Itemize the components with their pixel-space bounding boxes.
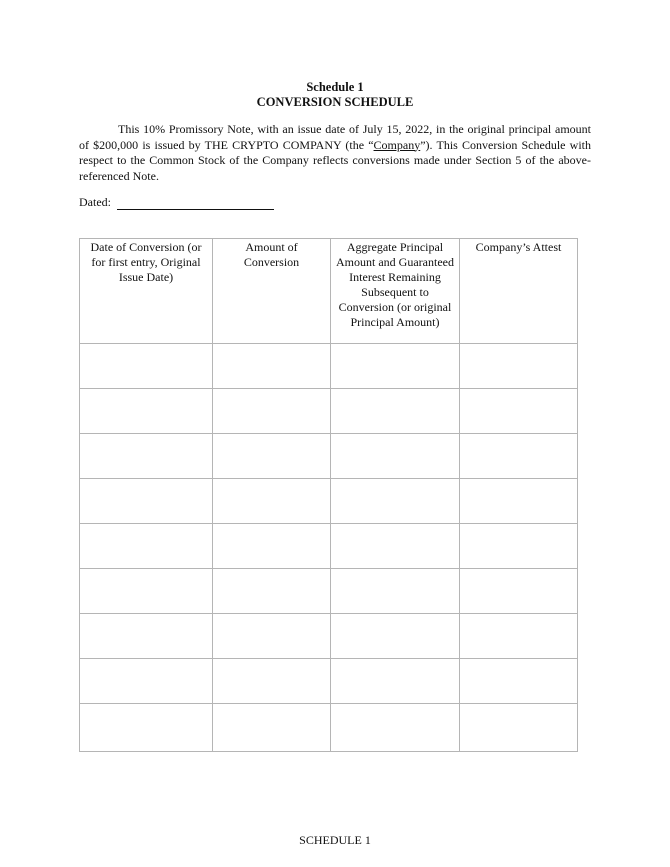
- header-company-attest: Company’s Attest: [460, 239, 578, 344]
- table-row: [80, 569, 578, 614]
- table-cell[interactable]: [460, 524, 578, 569]
- schedule-title: Schedule 1: [306, 80, 364, 94]
- table-cell[interactable]: [213, 524, 331, 569]
- header-date-of-conversion: Date of Conversion (or for first entry, Original Issue Date): [80, 239, 213, 344]
- table-cell[interactable]: [80, 614, 213, 659]
- table-cell[interactable]: [213, 659, 331, 704]
- table-cell[interactable]: [80, 704, 213, 752]
- dated-label: Dated:: [79, 195, 111, 209]
- table-cell[interactable]: [460, 569, 578, 614]
- table-cell[interactable]: [213, 614, 331, 659]
- conversion-schedule-table: [79, 238, 578, 752]
- table-cell[interactable]: [213, 704, 331, 752]
- table-cell[interactable]: [331, 344, 460, 389]
- table-cell[interactable]: [80, 569, 213, 614]
- table-cell[interactable]: [80, 659, 213, 704]
- intro-paragraph: [79, 122, 591, 184]
- table-cell[interactable]: [331, 659, 460, 704]
- table-cell[interactable]: [80, 344, 213, 389]
- table-cell[interactable]: [460, 614, 578, 659]
- table-cell[interactable]: [213, 569, 331, 614]
- table-cell[interactable]: [213, 344, 331, 389]
- table-cell[interactable]: [331, 614, 460, 659]
- table-row: [80, 389, 578, 434]
- table-cell[interactable]: [80, 389, 213, 434]
- table-cell[interactable]: [460, 344, 578, 389]
- table-cell[interactable]: [460, 434, 578, 479]
- table-cell[interactable]: [460, 389, 578, 434]
- table-row: [80, 704, 578, 752]
- table-row: [80, 614, 578, 659]
- header-aggregate-principal: Aggregate Principal Amount and Guaranteed Interest Remaining Subsequent to Conversion (or original Principal Amount): [331, 239, 460, 344]
- table-row: [80, 659, 578, 704]
- table-cell[interactable]: [331, 434, 460, 479]
- table-row: [80, 434, 578, 479]
- table-cell[interactable]: [460, 704, 578, 752]
- table-cell[interactable]: [80, 434, 213, 479]
- table-cell[interactable]: [331, 569, 460, 614]
- table-cell[interactable]: [331, 524, 460, 569]
- table-cell[interactable]: [331, 479, 460, 524]
- table-row: [80, 479, 578, 524]
- dated-field: [79, 195, 274, 210]
- table-cell[interactable]: [213, 479, 331, 524]
- page-footer: SCHEDULE 1: [299, 833, 371, 847]
- header-amount-of-conversion: Amount of Conversion: [213, 239, 331, 344]
- table-cell[interactable]: [331, 389, 460, 434]
- dated-signature-line[interactable]: [117, 197, 274, 210]
- table-cell[interactable]: [460, 479, 578, 524]
- table-cell[interactable]: [80, 524, 213, 569]
- intro-text-part2: ”). This Conversion Schedule with respect to the Common Stock of the Company reflects conversions made under Section 5 of the above-referenced Note.: [79, 137, 591, 183]
- table-header-row: [80, 239, 578, 344]
- table-cell[interactable]: [213, 389, 331, 434]
- table-cell[interactable]: [331, 704, 460, 752]
- table-cell[interactable]: [460, 659, 578, 704]
- table-cell[interactable]: [80, 479, 213, 524]
- table-row: [80, 344, 578, 389]
- company-defined-term: Company: [373, 137, 421, 152]
- schedule-subtitle: CONVERSION SCHEDULE: [256, 95, 414, 109]
- table-cell[interactable]: [213, 434, 331, 479]
- table-row: [80, 524, 578, 569]
- intro-text-part1: This 10% Promissory Note, with an issue date of July 15, 2022, in the original principal amount of $200,000 is issued by THE CRYPTO COMPANY (the “: [79, 122, 591, 152]
